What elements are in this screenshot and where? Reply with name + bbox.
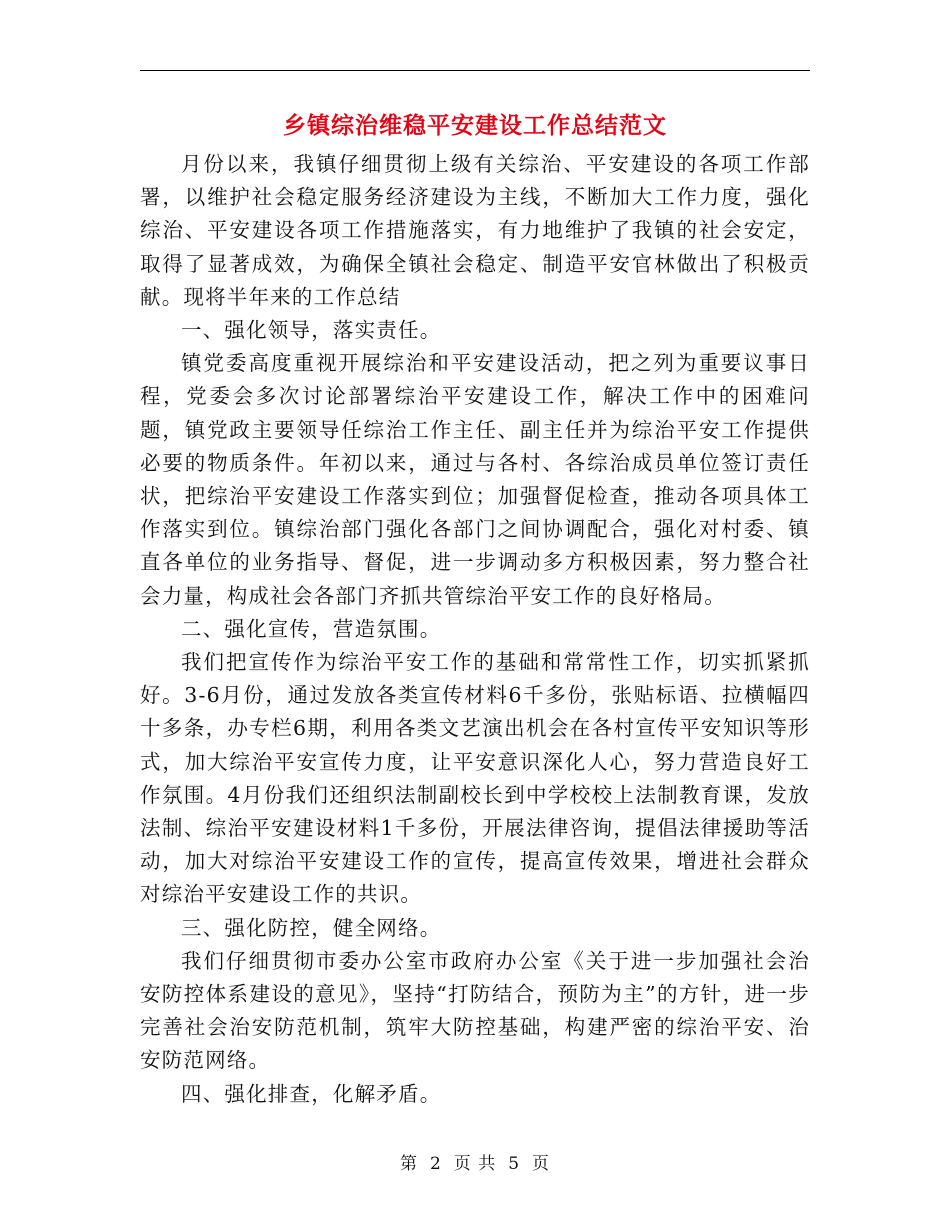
header-rule [140,70,810,71]
paragraph-section-1: 镇党委高度重视开展综治和平安建设活动，把之列为重要议事日程，党委会多次讨论部署综治平安建设工作，解决工作中的困难问题，镇党政主要领导任综治工作主任、副主任并为综治平安工作提供必要的物质条件。年初以来，通过与各村、各综治成员单位签订责任状，把综治平安建设工作落实到位；加强督促检查，推动各项具体工作落实到位。镇综治部门强化各部门之间协调配合，强化对村委、镇直各单位的业务指导、督促，进一步调动多方积极因素，努力整合社会力量，构成社会各部门齐抓共管综治平安工作的良好格局。 [140,351,810,608]
footer-label-of: 页 共 [453,1154,497,1174]
paragraph-section-2: 我们把宣传作为综治平安工作的基础和常常性工作，切实抓紧抓好。3-6月份，通过发放各类宣传材料6千多份，张贴标语、拉横幅四十多条，办专栏6期，利用各类文艺演出机会在各村宣传平安知识等形式，加大综治平安宣传力度，让平安意识深化人心，努力营造良好工作氛围。4月份我们还组织法制副校长到中学校校上法制教育课，发放法制、综治平安建设材料1千多份，开展法律咨询，提倡法律援助等活动，加大对综治平安建设工作的宣传，提高宣传效果，增进社会群众对综治平安建设工作的共识。 [140,650,810,907]
document-body [140,148,810,1111]
section-heading-1: 一、强化领导，落实责任。 [181,318,442,343]
section-heading-3: 三、强化防控，健全网络。 [181,915,442,940]
paragraph-intro: 月份以来，我镇仔细贯彻上级有关综治、平安建设的各项工作部署，以维护社会稳定服务经济建设为主线，不断加大工作力度，强化综治、平安建设各项工作措施落实，有力地维护了我镇的社会安定，取得了显著成效，为确保全镇社会稳定、制造平安官林做出了积极贡献。现将半年来的工作总结 [140,152,810,309]
footer-label-page: 第 [399,1154,418,1174]
section-heading-4: 四、强化排查，化解矛盾。 [181,1081,442,1106]
footer-label-pages: 页 [532,1154,551,1174]
page-footer [0,1152,950,1176]
footer-current-page: 2 [429,1154,442,1174]
footer-total-pages: 5 [508,1154,521,1174]
document-title: 乡镇综治维稳平安建设工作总结范文 [283,112,667,139]
paragraph-section-3: 我们仔细贯彻市委办公室市政府办公室《关于进一步加强社会治安防控体系建设的意见》，坚持“打防结合，预防为主”的方针，进一步完善社会治安防范机制，筑牢大防控基础，构建严密的综治平安、治安防范网络。 [140,948,810,1073]
section-heading-2: 二、强化宣传，营造氛围。 [181,616,442,641]
